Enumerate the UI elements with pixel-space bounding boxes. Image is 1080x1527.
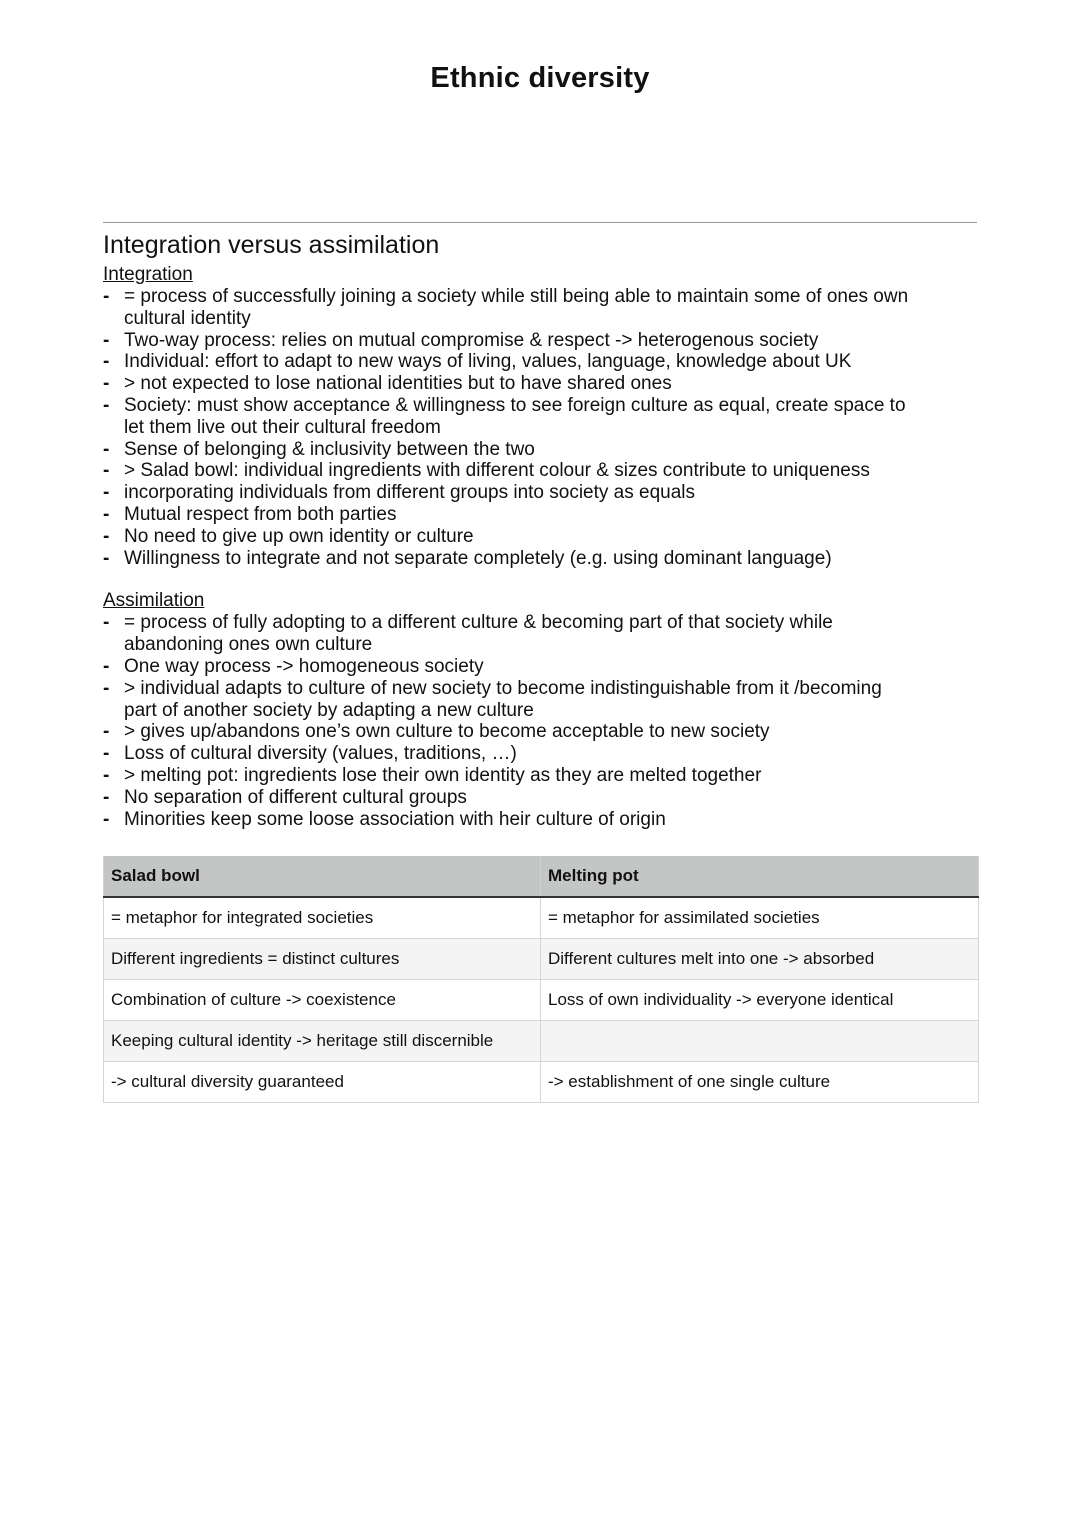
list-item-text: One way process -> homogeneous society	[124, 655, 484, 677]
list-item-text: = process of fully adopting to a different culture & becoming part of that society while	[124, 612, 833, 634]
table-row	[104, 1062, 979, 1103]
list-item	[103, 460, 982, 482]
bullet-dash: -	[103, 721, 110, 743]
list-item	[103, 765, 982, 787]
table-cell: -> establishment of one single culture	[541, 1062, 979, 1103]
list-item-text: Sense of belonging & inclusivity between the two	[124, 438, 535, 460]
table-cell	[541, 1021, 979, 1062]
table-cell: Different ingredients = distinct cultures	[104, 939, 541, 980]
section-divider	[103, 222, 977, 223]
list-item	[103, 548, 982, 570]
list-item	[103, 373, 982, 395]
bullet-dash: -	[103, 547, 110, 569]
table-row	[104, 980, 979, 1021]
list-item-text: let them live out their cultural freedom	[124, 416, 441, 438]
list-item-text: Minorities keep some loose association with heir culture of origin	[124, 808, 666, 830]
list-item-text: abandoning ones own culture	[124, 634, 373, 656]
table-header-melting-pot: Melting pot	[541, 856, 979, 897]
bullet-dash: -	[103, 329, 110, 351]
list-item	[103, 809, 982, 831]
bullet-dash: -	[103, 786, 110, 808]
assimilation-list	[103, 612, 977, 830]
list-item	[103, 330, 982, 352]
list-item	[103, 395, 982, 439]
list-item-text: > melting pot: ingredients lose their own identity as they are melted together	[124, 764, 762, 786]
page-title: Ethnic diversity	[430, 62, 650, 94]
list-item	[103, 612, 982, 656]
list-item-text: Mutual respect from both parties	[124, 503, 397, 525]
list-item	[103, 351, 982, 373]
bullet-dash: -	[103, 808, 110, 830]
table-header-row	[104, 856, 979, 897]
list-item-text: Individual: effort to adapt to new ways of living, values, language, knowledge about UK	[124, 351, 852, 373]
table-cell: = metaphor for assimilated societies	[541, 897, 979, 939]
bullet-dash: -	[103, 460, 110, 482]
table-row	[104, 1021, 979, 1062]
table-cell: Loss of own individuality -> everyone identical	[541, 980, 979, 1021]
list-item-text: No need to give up own identity or culture	[124, 525, 474, 547]
bullet-dash: -	[103, 373, 110, 395]
list-item-text: cultural identity	[124, 307, 251, 329]
bullet-dash: -	[103, 286, 110, 307]
list-item	[103, 482, 982, 504]
bullet-dash: -	[103, 655, 110, 677]
bullet-dash: -	[103, 394, 110, 416]
list-item	[103, 504, 982, 526]
list-item	[103, 743, 982, 765]
list-item-text: part of another society by adapting a new culture	[124, 699, 534, 721]
table-row	[104, 939, 979, 980]
bullet-dash: -	[103, 743, 110, 765]
integration-heading: Integration	[103, 264, 193, 285]
list-item	[103, 286, 982, 330]
list-item-text: No separation of different cultural groups	[124, 786, 467, 808]
bullet-dash: -	[103, 351, 110, 373]
list-item	[103, 526, 982, 548]
list-item	[103, 787, 982, 809]
assimilation-heading: Assimilation	[103, 590, 205, 612]
list-item-text: > Salad bowl: individual ingredients with different colour & sizes contribute to uniqueness	[124, 460, 870, 482]
list-item-text: > not expected to lose national identities but to have shared ones	[124, 373, 672, 395]
list-item-text: Two-way process: relies on mutual compromise & respect -> heterogenous society	[124, 329, 819, 351]
bullet-dash: -	[103, 482, 110, 504]
list-item-text: Willingness to integrate and not separate completely (e.g. using dominant language)	[124, 547, 832, 569]
bullet-dash: -	[103, 438, 110, 460]
notes-content	[103, 226, 977, 830]
list-item-text: > gives up/abandons one’s own culture to become acceptable to new society	[124, 721, 770, 743]
list-item-text: = process of successfully joining a society while still being able to maintain some of ones own	[124, 286, 909, 307]
list-item-text: Loss of cultural diversity (values, traditions, …)	[124, 743, 517, 765]
list-item	[103, 439, 982, 461]
bullet-dash: -	[103, 612, 110, 634]
bullet-dash: -	[103, 677, 110, 699]
bullet-dash: -	[103, 525, 110, 547]
table-header-salad-bowl: Salad bowl	[104, 856, 541, 897]
list-item	[103, 678, 982, 722]
list-item	[103, 721, 982, 743]
list-item-text: incorporating individuals from different groups into society as equals	[124, 482, 696, 504]
list-item	[103, 656, 982, 678]
table-cell: Combination of culture -> coexistence	[104, 980, 541, 1021]
comparison-table	[103, 856, 979, 1103]
table-cell: = metaphor for integrated societies	[104, 897, 541, 939]
integration-list	[103, 286, 977, 569]
section-heading: Integration versus assimilation	[103, 231, 440, 259]
table-cell: Different cultures melt into one -> absorbed	[541, 939, 979, 980]
table-cell: Keeping cultural identity -> heritage still discernible	[104, 1021, 541, 1062]
list-item-text: Society: must show acceptance & willingness to see foreign culture as equal, create space to	[124, 394, 906, 416]
bullet-dash: -	[103, 764, 110, 786]
list-item-text: > individual adapts to culture of new society to become indistinguishable from it /becoming	[124, 677, 882, 699]
bullet-dash: -	[103, 503, 110, 525]
table-cell: -> cultural diversity guaranteed	[104, 1062, 541, 1103]
table-row	[104, 897, 979, 939]
